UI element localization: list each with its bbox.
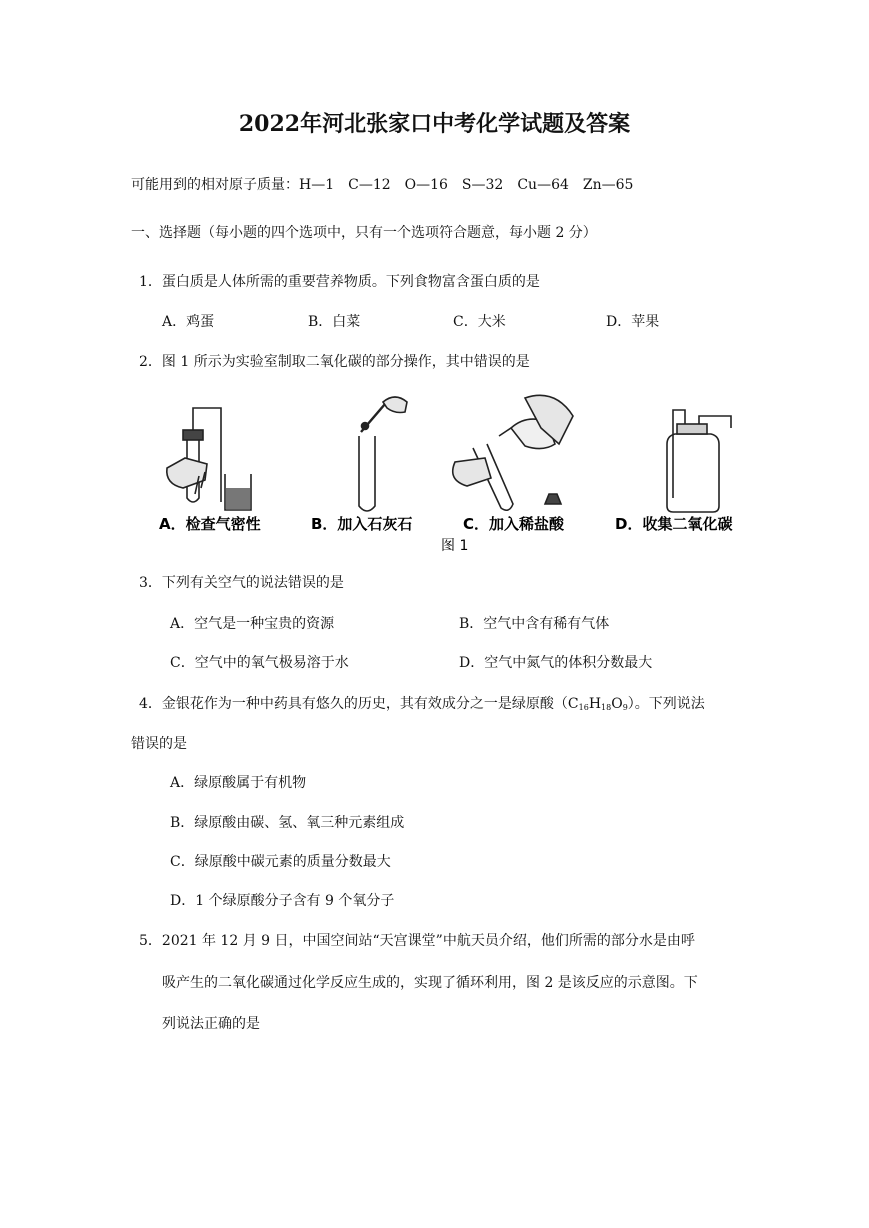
page-title: 2022年河北张家口中考化学试题及答案 <box>238 111 631 137</box>
apparatus-b-illustration <box>359 397 407 511</box>
figure-1 <box>155 388 753 556</box>
q3-option-a: A．空气是一种宝贵的资源 <box>170 616 335 632</box>
apparatus-d-illustration <box>667 410 731 512</box>
q4-option-a: A．绿原酸属于有机物 <box>170 775 307 791</box>
section-heading: 一、选择题（每小题的四个选项中，只有一个选项符合题意，每小题 2 分） <box>131 225 597 241</box>
q5-stem-line3: 列说法正确的是 <box>162 1016 260 1032</box>
q4-option-d: D．1 个绿原酸分子含有 9 个氧分子 <box>170 893 395 909</box>
q5-stem-line2: 吸产生的二氧化碳通过化学反应生成的，实现了循环利用，图 2 是该反应的示意图。下 <box>162 975 698 991</box>
q1-stem: 1．蛋白质是人体所需的重要营养物质。下列食物富含蛋白质的是 <box>139 274 540 290</box>
figure-label-d: D．收集二氧化碳 <box>615 515 733 533</box>
q3-option-c: C．空气中的氧气极易溶于水 <box>170 655 349 671</box>
q4-option-b: B．绿原酸由碳、氢、氧三种元素组成 <box>170 815 405 831</box>
apparatus-a-illustration <box>167 408 251 510</box>
q1-option-c: C．大米 <box>453 314 506 330</box>
figure-label-c: C．加入稀盐酸 <box>463 515 565 533</box>
figure-label-b: B．加入石灰石 <box>311 515 413 533</box>
q4-stem-line2: 错误的是 <box>131 736 187 752</box>
figure-caption: 图 1 <box>441 538 469 554</box>
q4-option-c: C．绿原酸中碳元素的质量分数最大 <box>170 854 391 870</box>
q3-stem: 3．下列有关空气的说法错误的是 <box>139 575 344 591</box>
q3-option-b: B．空气中含有稀有气体 <box>459 616 610 632</box>
apparatus-c-illustration <box>453 395 573 510</box>
q1-option-a: A．鸡蛋 <box>162 314 215 330</box>
atomic-masses-note: 可能用到的相对原子质量：H—1 C—12 O—16 S—32 Cu—64 Zn—65 <box>131 177 634 193</box>
q3-option-d: D．空气中氮气的体积分数最大 <box>459 655 653 671</box>
q1-option-d: D．苹果 <box>606 314 660 330</box>
figure-label-a: A．检查气密性 <box>159 515 261 533</box>
q5-stem-line1: 5．2021 年 12 月 9 日，中国空间站“天宫课堂”中航天员介绍，他们所需的部分水是由呼 <box>139 933 695 949</box>
q2-stem: 2．图 1 所示为实验室制取二氧化碳的部分操作，其中错误的是 <box>139 354 530 370</box>
q4-stem: 4．金银花作为一种中药具有悠久的历史，其有效成分之一是绿原酸$(C_{16}H_{18}O_9)$。下列说法 <box>139 696 705 712</box>
q1-option-b: B．白菜 <box>308 314 361 330</box>
